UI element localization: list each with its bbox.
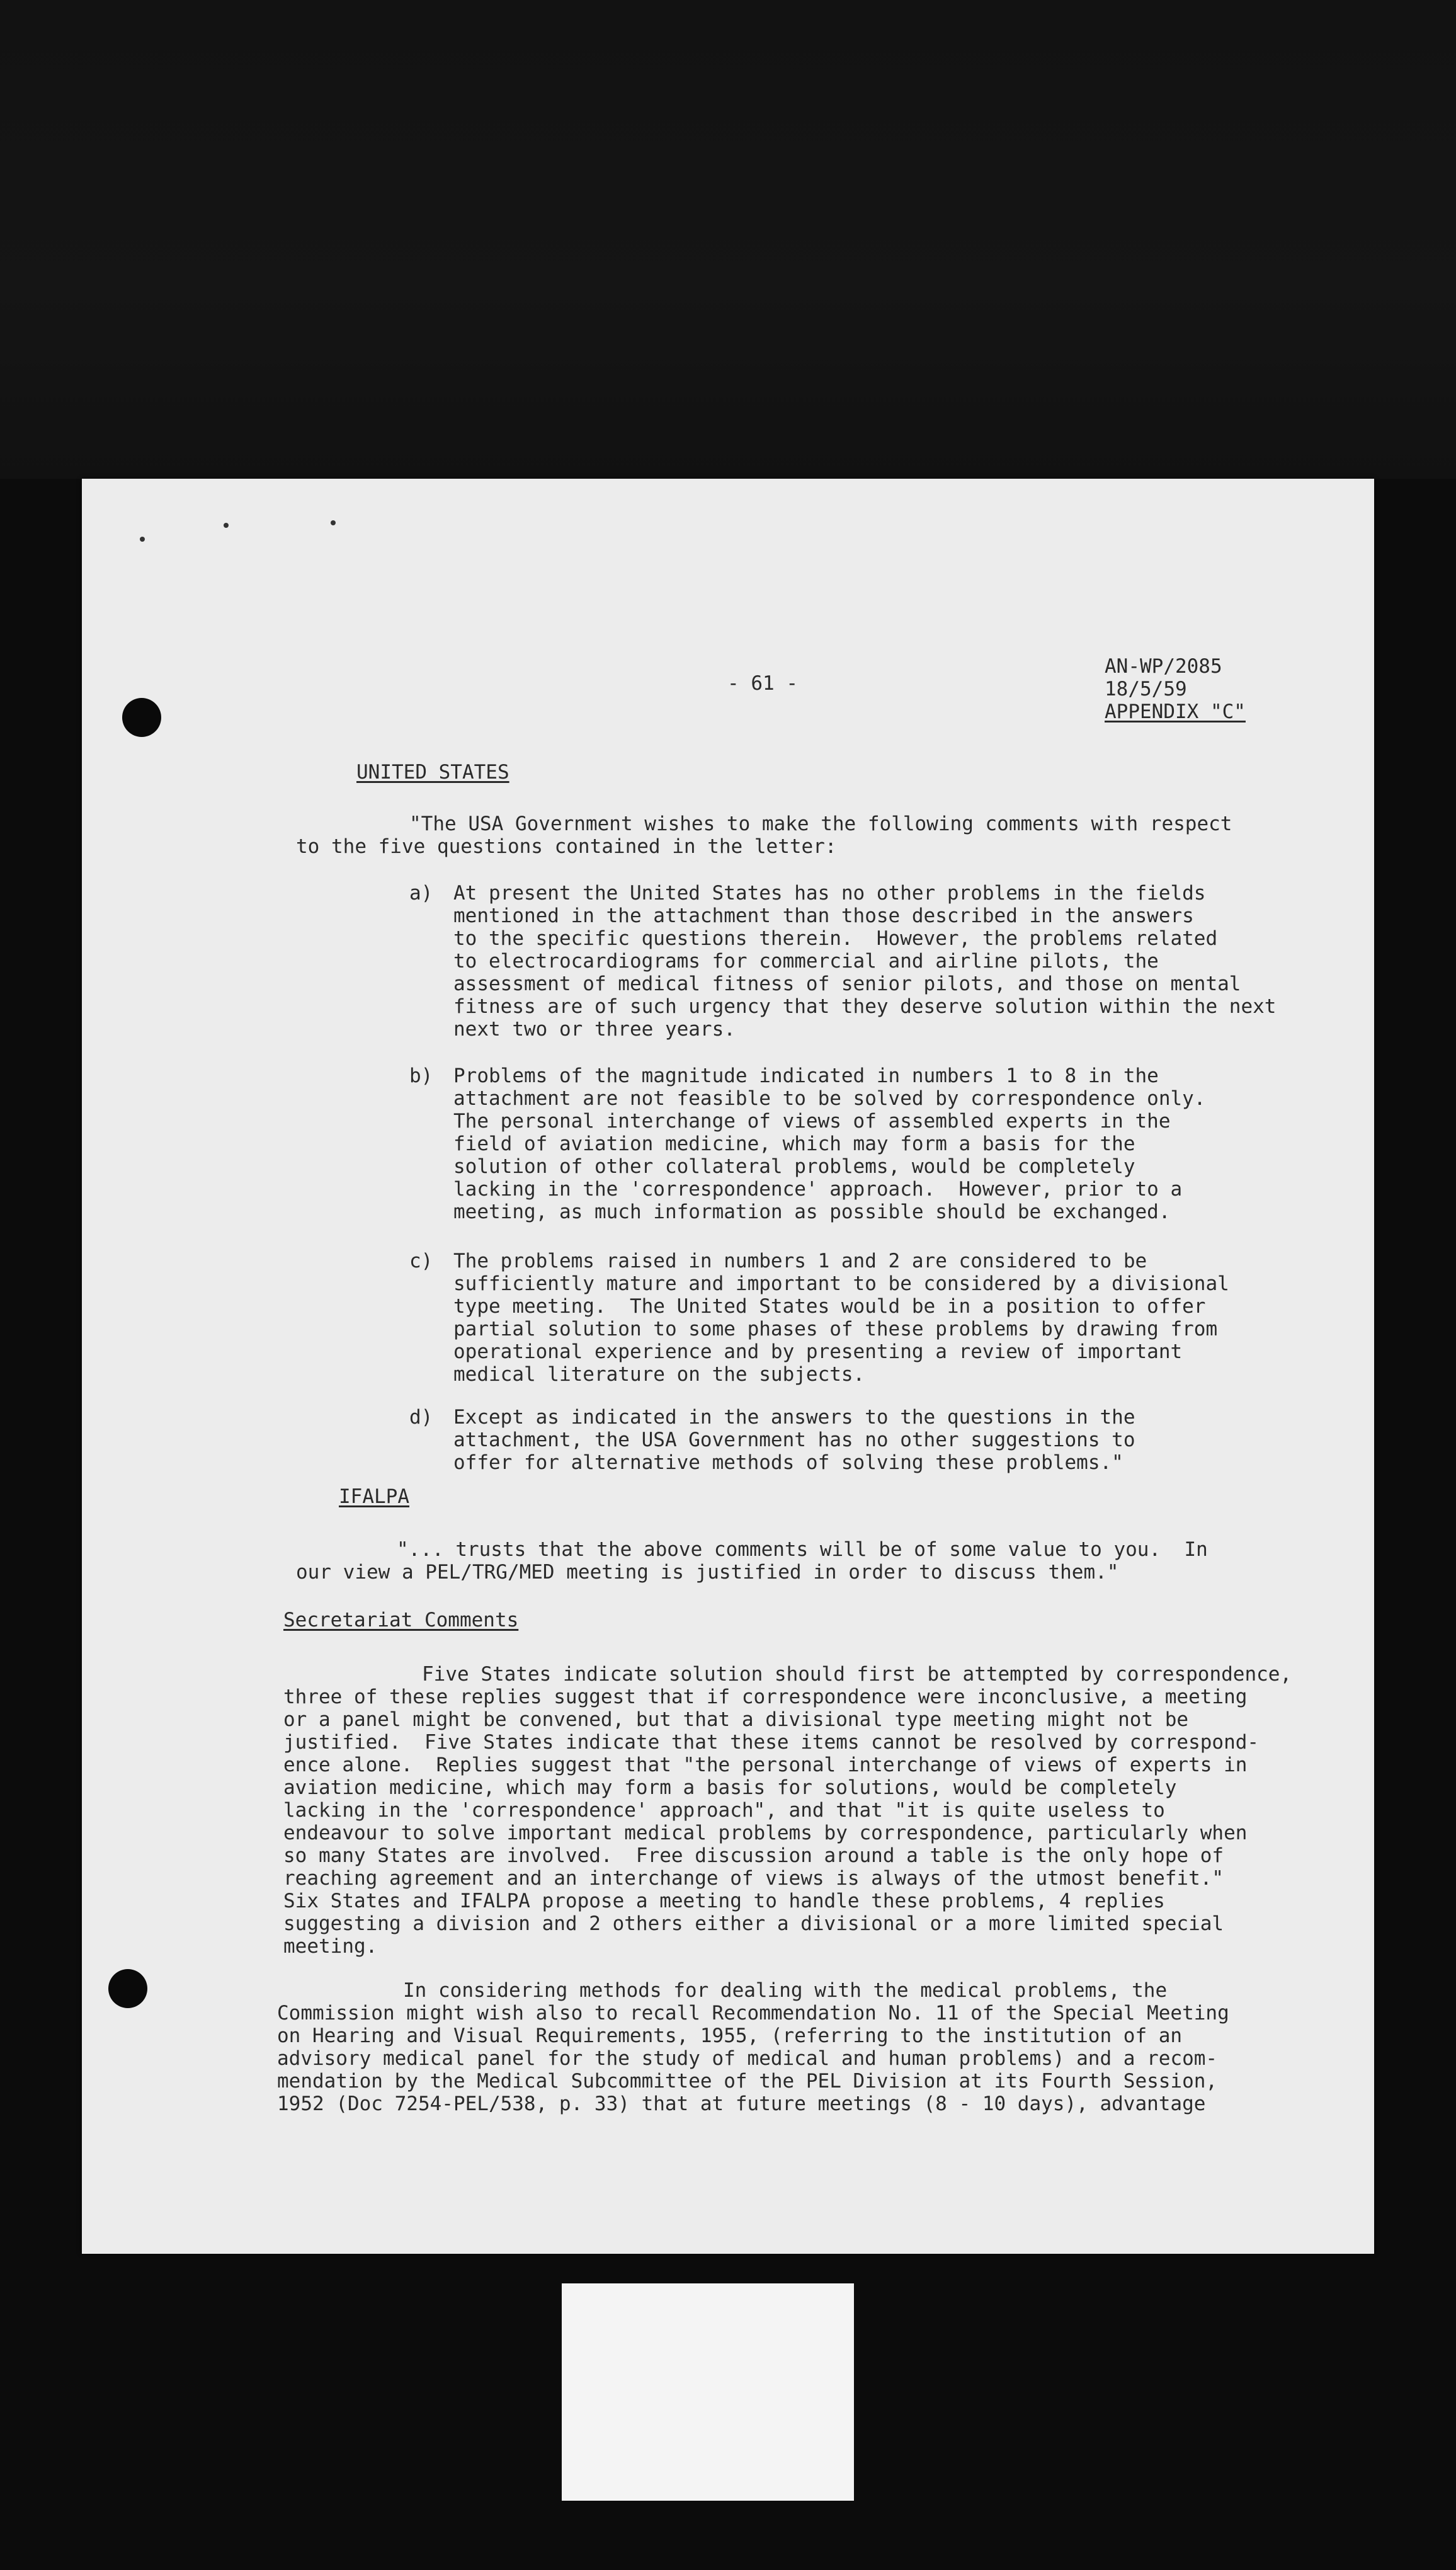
text-line: attachment are not feasible to be solved by correspondence only. — [453, 1087, 1206, 1110]
text-line: operational experience and by presenting a review of important — [453, 1340, 1183, 1363]
document-reference — [1105, 655, 1246, 723]
text-line: offer for alternative methods of solving these problems." — [453, 1451, 1123, 1474]
text-line: Problems of the magnitude indicated in numbers 1 to 8 in the — [453, 1065, 1159, 1087]
text-line: aviation medicine, which may form a basis for solutions, would be completely — [283, 1776, 1177, 1799]
text-line: so many States are involved. Free discussion around a table is the only hope of — [283, 1844, 1224, 1867]
scan-background — [0, 0, 1456, 479]
text-line: The problems raised in numbers 1 and 2 are considered to be — [453, 1250, 1147, 1272]
text-line: meeting. — [283, 1935, 378, 1958]
item-label: c) — [409, 1250, 433, 1272]
item-label: a) — [409, 882, 433, 905]
text-line: "... trusts that the above comments will be of some value to you. In — [397, 1538, 1208, 1561]
text-line: medical literature on the subjects. — [453, 1363, 865, 1386]
text-line: mentioned in the attachment than those described in the answers — [453, 905, 1194, 927]
text-line: to electrocardiograms for commercial and airline pilots, the — [453, 950, 1159, 973]
text-line: The personal interchange of views of assembled experts in the — [453, 1110, 1171, 1133]
text-line: our view a PEL/TRG/MED meeting is justified in order to discuss them." — [296, 1561, 1119, 1584]
text-line: to the five questions contained in the letter: — [296, 835, 837, 858]
us-intro — [296, 813, 1232, 858]
text-line: to the specific questions therein. However, the problems related — [453, 927, 1218, 950]
text-line: field of aviation medicine, which may form a basis for the — [453, 1133, 1135, 1155]
text-line: "The USA Government wishes to make the following comments with respect — [409, 813, 1232, 835]
text-line: suggesting a division and 2 others either a divisional or a more limited special — [283, 1912, 1224, 1935]
punch-hole-top — [122, 698, 161, 737]
blank-card — [562, 2283, 854, 2501]
ref-line-appendix: APPENDIX "C" — [1105, 700, 1246, 723]
text-line: solution of other collateral problems, would be completely — [453, 1155, 1135, 1178]
text-line: mendation by the Medical Subcommittee of the PEL Division at its Fourth Session, — [277, 2070, 1218, 2093]
ref-line: AN-WP/2085 — [1105, 655, 1222, 678]
ref-line: 18/5/59 — [1105, 678, 1187, 700]
item-label: d) — [409, 1406, 433, 1429]
speck — [224, 523, 229, 528]
speck — [331, 520, 336, 525]
speck — [140, 537, 145, 542]
page-number: - 61 - — [727, 672, 798, 695]
text-line: partial solution to some phases of these problems by drawing from — [453, 1318, 1218, 1340]
document-page — [82, 479, 1374, 2254]
item-text-a — [453, 882, 1276, 1041]
text-line: assessment of medical fitness of senior pilots, and those on mental — [453, 973, 1241, 995]
section-heading-united-states: UNITED STATES — [356, 761, 509, 784]
text-line: At present the United States has no other problems in the fields — [453, 882, 1206, 905]
text-line: sufficiently mature and important to be considered by a divisional — [453, 1272, 1229, 1295]
text-line: Six States and IFALPA propose a meeting to handle these problems, 4 replies — [283, 1890, 1165, 1912]
text-line: lacking in the 'correspondence' approach", and that "it is quite useless to — [283, 1799, 1165, 1822]
text-line: attachment, the USA Government has no other suggestions to — [453, 1429, 1135, 1451]
text-line: next two or three years. — [453, 1018, 736, 1041]
text-line: ence alone. Replies suggest that "the personal interchange of views of experts in — [283, 1754, 1248, 1776]
text-line: type meeting. The United States would be in a position to offer — [453, 1295, 1206, 1318]
text-line: fitness are of such urgency that they deserve solution within the next — [453, 995, 1277, 1018]
punch-hole-bottom — [108, 1969, 147, 2008]
text-line: endeavour to solve important medical problems by correspondence, particularly when — [283, 1822, 1248, 1844]
text-line: Commission might wish also to recall Recommendation No. 11 of the Special Meeting — [277, 2002, 1229, 2025]
text-line: Except as indicated in the answers to the questions in the — [453, 1406, 1135, 1429]
text-line: reaching agreement and an interchange of views is always of the utmost benefit." — [283, 1867, 1224, 1890]
text-line: on Hearing and Visual Requirements, 1955, (referring to the institution of an — [277, 2025, 1183, 2047]
item-label: b) — [409, 1065, 433, 1087]
secretariat-paragraph-1 — [283, 1663, 1292, 1958]
text-line: lacking in the 'correspondence' approach. However, prior to a — [453, 1178, 1183, 1201]
item-text-c — [453, 1250, 1229, 1386]
text-line: Five States indicate solution should first be attempted by correspondence, — [422, 1663, 1292, 1686]
text-line: or a panel might be convened, but that a divisional type meeting might not be — [283, 1708, 1189, 1731]
item-text-b — [453, 1065, 1205, 1223]
item-text-d — [453, 1406, 1135, 1474]
text-line: three of these replies suggest that if correspondence were inconclusive, a meeting — [283, 1686, 1248, 1708]
text-line: advisory medical panel for the study of medical and human problems) and a recom- — [277, 2047, 1218, 2070]
secretariat-paragraph-2 — [277, 1979, 1229, 2115]
text-line: meeting, as much information as possible should be exchanged. — [453, 1201, 1171, 1223]
section-heading-secretariat: Secretariat Comments — [283, 1609, 519, 1631]
text-line: justified. Five States indicate that these items cannot be resolved by correspond- — [283, 1731, 1260, 1754]
ifalpa-text — [296, 1538, 1208, 1584]
text-line: 1952 (Doc 7254-PEL/538, p. 33) that at future meetings (8 - 10 days), advantage — [277, 2093, 1206, 2115]
text-line: In considering methods for dealing with the medical problems, the — [403, 1979, 1168, 2002]
section-heading-ifalpa: IFALPA — [339, 1485, 409, 1508]
